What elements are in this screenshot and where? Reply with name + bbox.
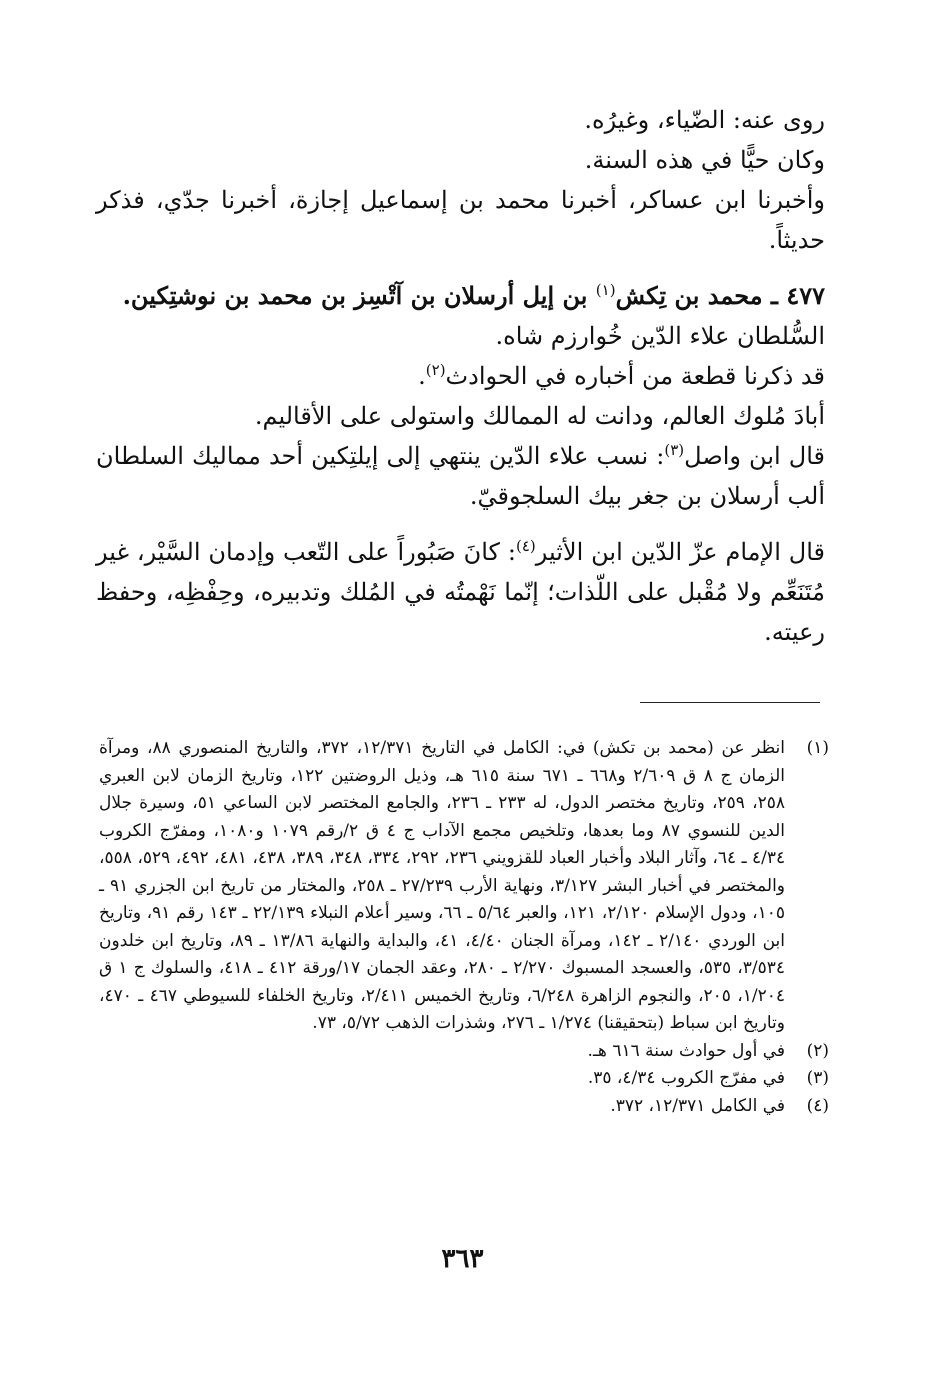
- paragraph-text: قال الإمام عزّ الدّين ابن الأثير: [535, 538, 825, 566]
- footnote: [99, 735, 829, 1038]
- footnote-text: في مفرّج الكروب ٤/٣٤، ٣٥.: [587, 1068, 785, 1088]
- footnote-number: (١): [806, 738, 829, 758]
- paragraph-text: : نسب علاء الدّين ينتهي إلى إيلتِكين أحد مماليك السلطان ألب أرسلان بن جغر بيك السلجوقيّ.: [96, 442, 825, 510]
- entry-title: ٤٧٧ ـ محمد بن تِكش: [615, 281, 825, 310]
- footnote-ref: (٣): [664, 441, 685, 459]
- paragraph: [96, 356, 825, 396]
- footnote-text: في أول حوادث سنة ٦١٦ هـ.: [587, 1040, 785, 1061]
- paragraph: [96, 532, 825, 652]
- paragraph: [96, 436, 825, 516]
- footnote-ref: (٢): [425, 361, 446, 379]
- paragraph-text: قد ذكرنا قطعة من أخباره في الحوادث: [445, 362, 825, 390]
- paragraph: وأخبرنا ابن عساكر، أخبرنا محمد بن إسماعيل إجازة، أخبرنا جدّي، فذكر حديثاً.: [96, 186, 826, 254]
- footnote: [99, 1093, 829, 1121]
- page-number: ٣٦٣: [441, 1244, 484, 1274]
- footnote-number: (٢): [806, 1040, 829, 1061]
- footnote: [99, 1038, 829, 1066]
- paragraph-text: : كانَ صَبُوراً على التّعب وإدمان السَّيْر، غير مُتَنَعِّم ولا مُقْبل على اللّذات؛ إنّما نَهْمتُه في المُلك وتدبيره، وحِفْظِه، وحفظ رعيته.: [96, 538, 825, 646]
- paragraph: السُّلطان علاء الدّين خُوارزم شاه.: [495, 322, 825, 350]
- footnote-text: انظر عن (محمد بن تكش) في: الكامل في التاريخ ١٢/٣٧١، ٣٧٢، والتاريخ المنصوري ٨٨، ومرآة الزمان ج ٨ ق ٢/٦٠٩ و٦٦٨ ـ ٦٧١ سنة ٦١٥ هـ، وذيل الروضتين ١٢٢، وتاريخ الزمان لابن العبري ٢٥٨، ٢٥٩، وتاريخ مختصر الدول، له ٢٣٣ ـ ٢٣٦، والجامع المختصر لابن الساعي ٥١، وسيرة جلال الدين للنسوي ٨٧ وما بعدها، وتلخيص مجمع الآداب ج ٤ ق ٢/رقم ١٠٧٩ و١٠٨٠، ومفرّج الكروب ٤/٣٤ ـ ٦٤، وآثار البلاد وأخبار العباد للقزويني ٢٣٦، ٢٩٢، ٣٣٤، ٣٤٨، ٣٨٩، ٤٣٨، ٤٨١، ٤٩٢، ٥٢٩، ٥٥٨، والمختصر في أخبار البشر ٣/١٢٧، ونهاية الأرب ٢٧/٢٣٩ ـ ٢٥٨، والمختار من تاريخ ابن الجزري ٩١ ـ ١٠٥، ودول الإسلام ٢/١٢٠، ١٢١، والعبر ٥/٦٤ ـ ٦٦، وسير أعلام النبلاء ٢٢/١٣٩ ـ ١٤٣ رقم ٩١، وتاريخ ابن الوردي ٢/١٤٠ ـ ١٤٢، ومرآة الجنان ٤/٤٠، ٤١، والبداية والنهاية ١٣/٨٦ ـ ٨٩، وتاريخ ابن خلدون ٣/٥٣٤، ٥٣٥، والعسجد المسبوك ٢/٢٧٠ ـ ٢٨٠، وعقد الجمان ١٧/ورقة ٤١٢ ـ ٤١٨، والسلوك ج ١ ق ١/٢٠٤، ٢٠٥، والنجوم الزاهرة ٦/٢٤٨، وتاريخ الخميس ٢/٤١١، وتاريخ الخلفاء للسيوطي ٤٦٧ ـ ٤٧٠، وتاريخ ابن سباط (بتحقيقنا) ١/٢٧٤ ـ ٢٧٦، وشذرات الذهب ٥/٧٢، ٧٣.: [99, 738, 786, 1033]
- paragraph: روى عنه: الضّياء، وغيرُه.: [584, 106, 825, 134]
- footnote-number: (٤): [806, 1095, 829, 1116]
- paragraph-text: قال ابن واصل: [684, 442, 825, 470]
- paragraph: وكان حيًّا في هذه السنة.: [584, 146, 825, 174]
- footnote-ref: (١): [595, 281, 616, 299]
- entry-title-rest: بن إيل أرسلان بن آتْسِز بن محمد بن نوشتِكين.: [122, 281, 596, 310]
- footnote: [99, 1065, 829, 1093]
- paragraph: أبادَ مُلوك العالم، ودانت له الممالك واستولى على الأقاليم.: [254, 402, 825, 430]
- footnote-number: (٣): [806, 1068, 829, 1088]
- entry-heading: [96, 276, 825, 316]
- main-text: [96, 100, 825, 652]
- footnote-text: في الكامل ١٢/٣٧١، ٣٧٢.: [610, 1095, 785, 1116]
- footnote-divider: [640, 702, 820, 703]
- footnote-ref: (٤): [515, 537, 536, 555]
- paragraph-text: .: [418, 362, 426, 390]
- footnotes: [99, 735, 829, 1120]
